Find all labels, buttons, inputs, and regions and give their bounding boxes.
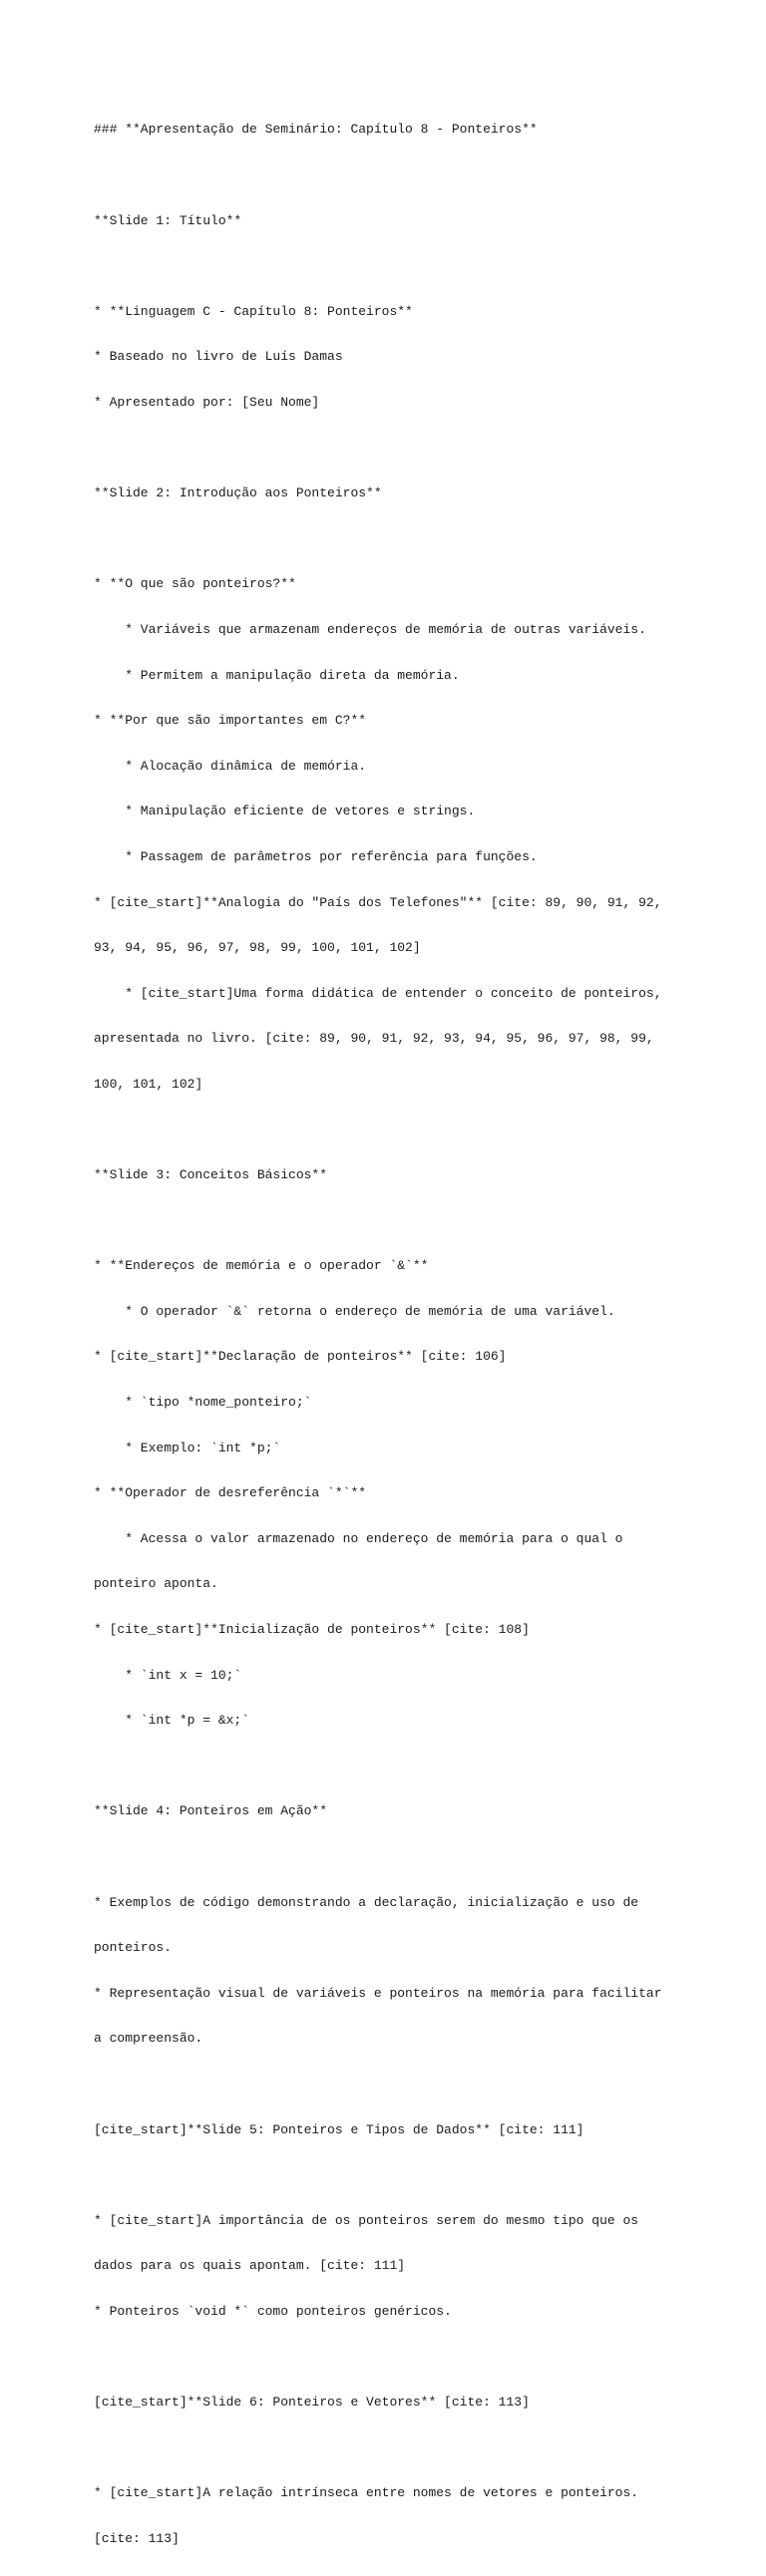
text-line: apresentada no livro. [cite: 89, 90, 91, 92, 93, 94, 95, 96, 97, 98, 99, [94, 1031, 654, 1047]
blank-line [94, 1213, 682, 1228]
blank-line [94, 1122, 682, 1136]
text-line: * Baseado no livro de Luís Damas [94, 349, 343, 365]
blank-line [94, 2350, 682, 2365]
blank-line [94, 2167, 682, 2182]
text-line: * Variáveis que armazenam endereços de memória de outras variáveis. [94, 621, 646, 637]
slide-heading: [cite_start]**Slide 5: Ponteiros e Tipos de Dados** [cite: 111] [94, 2121, 584, 2137]
text-line: * [cite_start]**Analogia do "País dos Telefones"** [cite: 89, 90, 91, 92, [94, 894, 662, 910]
blank-line [94, 1849, 682, 1864]
slide-heading: **Slide 4: Ponteiros em Ação** [94, 1803, 328, 1819]
blank-line [94, 1759, 682, 1773]
text-line: * **Por que são importantes em C?** [94, 713, 367, 729]
text-line: * Manipulação eficiente de vetores e strings. [94, 804, 476, 819]
blank-line [94, 2077, 682, 2092]
text-line: * Exemplos de código demonstrando a declaração, inicialização e uso de [94, 1894, 639, 1910]
text-line: * Acessa o valor armazenado no endereço de memória para o qual o [94, 1530, 623, 1546]
text-line: * Apresentado por: [Seu Nome] [94, 394, 320, 410]
text-line: * `int *p = &x;` [94, 1713, 250, 1729]
text-line: dados para os quais apontam. [cite: 111] [94, 2258, 406, 2274]
text-line: * [cite_start]A relação intrínseca entre nomes de vetores e ponteiros. [94, 2485, 639, 2501]
text-line: * **Linguagem C - Capítulo 8: Ponteiros** [94, 303, 413, 319]
text-line: 93, 94, 95, 96, 97, 98, 99, 100, 101, 102] [94, 940, 421, 956]
slide-heading: **Slide 1: Título** [94, 212, 242, 228]
blank-line [94, 2440, 682, 2455]
text-line: * Alocação dinâmica de memória. [94, 758, 367, 774]
text-line: * **Operador de desreferência `*`** [94, 1485, 367, 1501]
blank-line [94, 258, 682, 273]
text-line: a compreensão. [94, 2031, 203, 2047]
slide-heading: **Slide 2: Introdução aos Ponteiros** [94, 485, 382, 501]
text-line: * [cite_start]A importância de os ponteiros serem do mesmo tipo que os [94, 2212, 639, 2228]
text-line: * **Endereços de memória e o operador `&`** [94, 1258, 429, 1274]
text-line: * **O que são ponteiros?** [94, 576, 296, 592]
text-line: * [cite_start]**Declaração de ponteiros** [cite: 106] [94, 1349, 507, 1365]
blank-line [94, 441, 682, 456]
text-line: ponteiros. [94, 1940, 173, 1956]
text-line: * `tipo *nome_ponteiro;` [94, 1395, 312, 1411]
document-text [94, 92, 682, 2576]
blank-line [94, 167, 682, 182]
text-line: * Passagem de parâmetros por referência para funções. [94, 848, 538, 864]
slide-heading: **Slide 3: Conceitos Básicos** [94, 1167, 328, 1183]
text-line: * Representação visual de variáveis e ponteiros na memória para facilitar [94, 1985, 662, 2001]
text-line: * Exemplo: `int *p;` [94, 1440, 281, 1455]
slide-heading: [cite_start]**Slide 6: Ponteiros e Vetores** [cite: 113] [94, 2395, 530, 2411]
text-line: * `int x = 10;` [94, 1667, 242, 1683]
text-line: * O operador `&` retorna o endereço de memória de uma variável. [94, 1303, 615, 1319]
text-line: ponteiro aponta. [94, 1576, 218, 1592]
blank-line [94, 531, 682, 546]
heading-line: ### **Apresentação de Seminário: Capítulo 8 - Ponteiros** [94, 122, 538, 138]
text-line: [cite: 113] [94, 2530, 180, 2546]
text-line: * Permitem a manipulação direta da memória. [94, 667, 460, 683]
text-line: * Ponteiros `void *` como ponteiros genéricos. [94, 2303, 452, 2319]
text-line: * [cite_start]Uma forma didática de entender o conceito de ponteiros, [94, 985, 662, 1001]
text-line: * [cite_start]**Inicialização de ponteiros** [cite: 108] [94, 1622, 530, 1637]
text-line: 100, 101, 102] [94, 1076, 203, 1092]
